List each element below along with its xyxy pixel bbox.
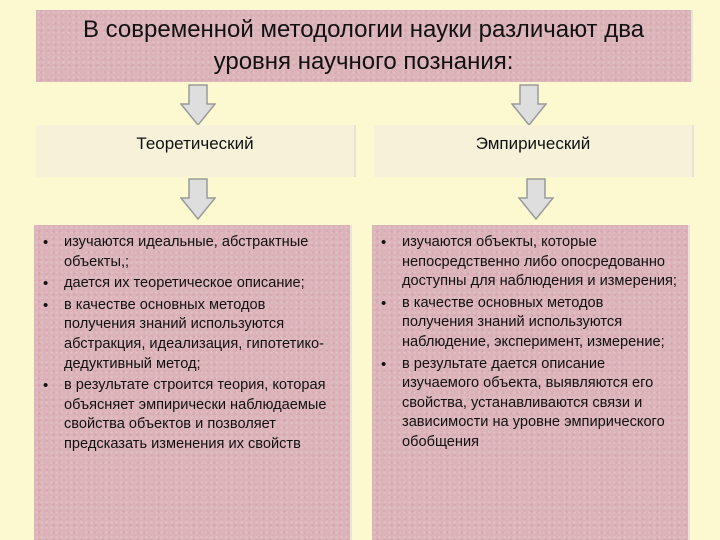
list-item: • в качестве основных методов получения знаний используются абстракция, идеализация, гипотетико-дедуктивный метод; [38,296,340,374]
theoretical-list [38,233,340,455]
theoretical-level-label: Теоретический [136,134,254,153]
list-item: • в результате строится теория, которая объясняет эмпирически наблюдаемые свойства объектов и позволяет предсказать изменения их свойств [38,376,340,454]
arrow-down-icon [518,178,554,220]
empirical-level-box [374,125,694,177]
empirical-list-box [372,225,690,540]
list-item: • в результате дается описание изучаемого объекта, выявляются его свойства, устанавливаются связи и зависимости на уровне эмпирического обобщения [376,355,678,453]
list-item: • изучаются идеальные, абстрактные объекты,; [38,233,340,272]
arrow-down-icon [511,84,547,126]
theoretical-level-box [36,125,356,177]
arrow-down-icon [180,84,216,126]
list-item: • дается их теоретическое описание; [38,274,340,294]
empirical-level-label: Эмпирический [475,134,591,153]
arrow-down-icon [180,178,216,220]
list-item: • в качестве основных методов получения знаний используются наблюдение, эксперимент, измерение; [376,294,678,353]
title-text: В современной методологии науки различают два уровня научного познания: [82,16,645,75]
theoretical-list-box [34,225,352,540]
empirical-list [376,233,678,453]
title-box [36,10,693,82]
list-item: • изучаются объекты, которые непосредственно либо опосредованно доступны для наблюдения и измерения; [376,233,678,292]
